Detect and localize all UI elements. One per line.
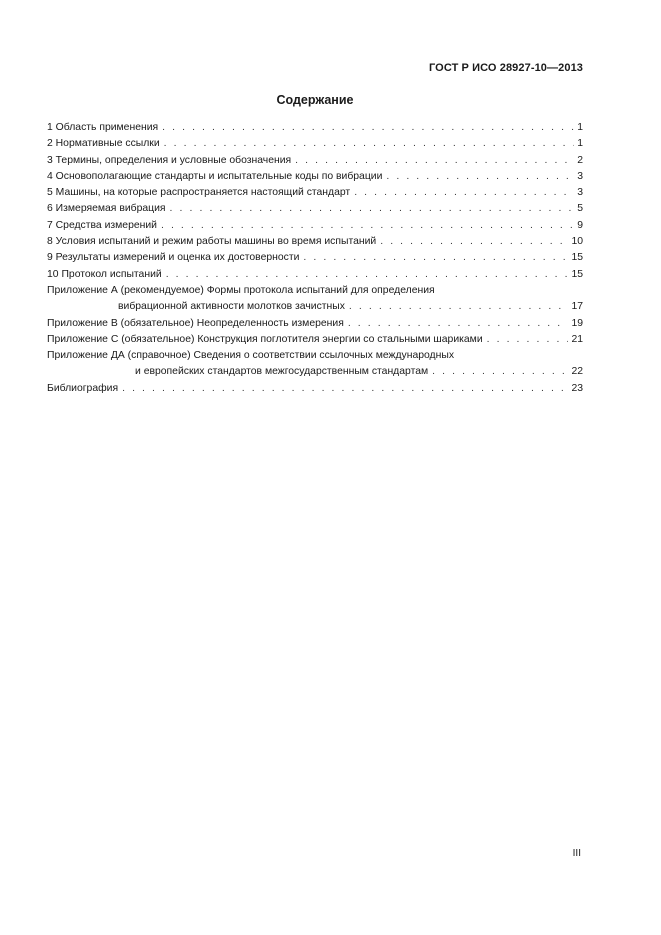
document-code: ГОСТ Р ИСО 28927-10—2013: [428, 62, 583, 74]
toc-entry-page: 21: [571, 333, 583, 345]
toc-entry-page: 10: [571, 236, 583, 248]
toc-entry-page: 23: [571, 382, 583, 394]
leader-dots: [166, 267, 569, 283]
toc-entry-label: 4 Основополагающие стандарты и испытательные коды по вибрации: [47, 170, 383, 182]
toc-entry-label: 8 Условия испытаний и режим работы машины во время испытаний: [47, 236, 377, 248]
page-number: III: [572, 848, 581, 859]
leader-dots: [380, 234, 568, 250]
leader-dots: [161, 218, 574, 234]
toc-entry-bibliography[interactable]: [47, 381, 583, 397]
toc-entry-3[interactable]: [47, 153, 583, 169]
leader-dots: [295, 153, 574, 169]
leader-dots: [348, 316, 569, 332]
toc-entry-label: 2 Нормативные ссылки: [47, 138, 160, 150]
toc-entry-appendix-da[interactable]: [47, 348, 583, 364]
toc-entry-page: 15: [571, 268, 583, 280]
toc-entry-page: 1: [577, 122, 583, 133]
toc-title: Содержание: [276, 93, 354, 107]
toc-entry-10[interactable]: [47, 267, 583, 283]
toc-entry-page: 19: [571, 317, 583, 329]
leader-dots: [170, 201, 575, 217]
toc-entry-page: 1: [577, 138, 583, 150]
toc-entry-label-continued: вибрационной активности молотков зачистных: [118, 301, 345, 313]
toc-entry-label: 9 Результаты измерений и оценка их достоверности: [47, 252, 300, 264]
toc-entry-label: 10 Протокол испытаний: [47, 268, 162, 280]
toc-entry-page: 17: [571, 301, 583, 313]
toc-entry-label: 1 Область применения: [47, 122, 159, 133]
toc-entry-label: 3 Термины, определения и условные обозначения: [47, 154, 292, 166]
toc-entry-label: 6 Измеряемая вибрация: [47, 203, 166, 215]
toc-entry-9[interactable]: [47, 250, 583, 266]
toc-entry-4[interactable]: [47, 169, 583, 185]
toc-entry-label: 5 Машины, на которые распространяется настоящий стандарт: [47, 187, 351, 199]
toc-entry-label: 7 Средства измерений: [47, 219, 157, 231]
toc-entry-appendix-b[interactable]: [47, 316, 583, 332]
toc-entry-7[interactable]: [47, 218, 583, 234]
toc-entry-label: Приложение А (рекомендуемое) Формы протокола испытаний для определения: [47, 284, 435, 296]
toc-entry-page: 3: [577, 187, 583, 199]
table-of-contents: [47, 120, 583, 397]
leader-dots: [349, 299, 569, 315]
toc-entry-appendix-c[interactable]: [47, 332, 583, 348]
toc-entry-page: 15: [571, 252, 583, 264]
toc-entry-5[interactable]: [47, 185, 583, 201]
toc-entry-label: Приложение В (обязательное) Неопределенность измерения: [47, 317, 344, 329]
leader-dots: [354, 185, 574, 201]
leader-dots: [386, 169, 574, 185]
toc-entry-label: Приложение ДА (справочное) Сведения о соответствии ссылочных международных: [47, 350, 455, 362]
leader-dots: [487, 332, 569, 348]
toc-entry-1[interactable]: [47, 120, 583, 136]
toc-entry-label: Библиография: [47, 382, 119, 394]
toc-entry-page: 9: [577, 219, 583, 231]
toc-entry-page: 2: [577, 154, 583, 166]
leader-dots: [432, 364, 568, 380]
toc-entry-label: Приложение С (обязательное) Конструкция поглотителя энергии со стальными шариками: [47, 333, 483, 345]
toc-entry-appendix-a[interactable]: [47, 283, 583, 299]
leader-dots: [164, 136, 575, 152]
leader-dots: [303, 250, 568, 266]
toc-entry-page: 3: [577, 170, 583, 182]
toc-entry-2[interactable]: [47, 136, 583, 152]
toc-entry-appendix-da-cont[interactable]: [47, 364, 583, 380]
leader-dots: [162, 120, 574, 136]
toc-entry-page: 5: [577, 203, 583, 215]
toc-entry-page: 22: [571, 366, 583, 378]
toc-entry-label-continued: и европейских стандартов межгосударственным стандартам: [135, 366, 429, 378]
toc-entry-appendix-a-cont[interactable]: [47, 299, 583, 315]
leader-dots: [122, 381, 568, 397]
toc-entry-6[interactable]: [47, 201, 583, 217]
toc-entry-8[interactable]: [47, 234, 583, 250]
